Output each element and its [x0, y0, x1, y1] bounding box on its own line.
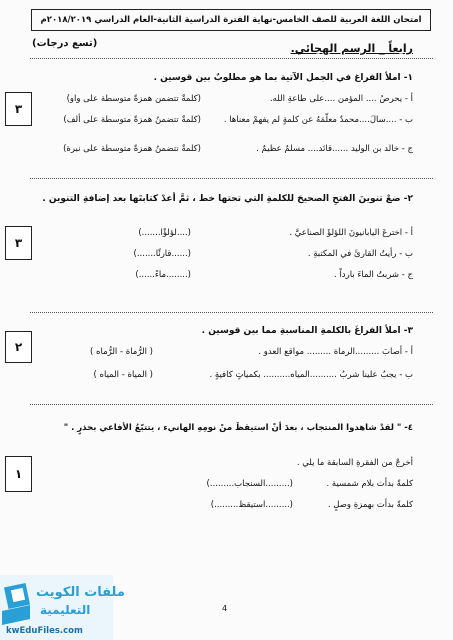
q2-line-c: ج - شربتُ الماءَ بارداً . — [334, 270, 413, 280]
exam-header — [31, 9, 431, 31]
logo-line-1: ملفات الكويت — [36, 585, 125, 600]
q3-line-a-options: ( الرُّماة - الرُّماه ) — [90, 347, 153, 357]
q2-line-b: ب - رأيتُ القارئَ في المكتبةِ . — [307, 249, 413, 259]
page-number: 4 — [222, 604, 228, 613]
grade-note: (تسع درجات) — [32, 38, 98, 49]
q1-heading: ١- املأ الفراغ في الجمل الآتية بما هو مطلوبٌ بين قوسين . — [153, 73, 413, 83]
q1-line-a-hint: (كلمةٌ تتضمن همزةً متوسطة على واو) — [66, 94, 201, 104]
q2-line-b-answer: (......قارئًا.......) — [133, 249, 191, 259]
section-title: رابعاً _ الرسم الهجائي. — [290, 42, 413, 55]
q4-line-a-answer: (.........السنجاب.........) — [206, 479, 293, 489]
q2-line-a-answer: (....لؤلؤًا.......) — [138, 228, 191, 238]
q3-line-b-options: ( المياة - المياه ) — [93, 370, 153, 380]
q4-line-b-answer: (.........استيقظ.........) — [210, 500, 293, 510]
exam-title: امتحان اللغة العربية للصف الخامس-نهاية الفترة الدراسية الثانية-العام الدراسي ٢٠١٨/٢٠١٩م — [40, 15, 422, 25]
divider — [30, 58, 433, 59]
q2-score-box: ٣ — [5, 226, 32, 260]
q3-line-a: أ - أصابَ .........الرماة ......... مواقع العدو . — [258, 347, 413, 357]
q2-heading: ٢- ضعْ تنوينَ الفتحِ الصحيحَ للكلمةِ التي تحتها خط ، ثمَّ أعدْ كتابتَها بعد إضافةِ التنوين . — [42, 194, 413, 204]
divider — [30, 404, 433, 405]
q1-line-c-hint: (كلمةٌ تتضمنُ همزةً متوسطة على نبرة) — [63, 144, 201, 154]
q1-score-box: ٣ — [5, 92, 32, 126]
q3-line-b: ب - يجبُ علينا شربُ ..........المياه.......... بكمياتٍ كافيةٍ . — [209, 370, 413, 380]
divider — [30, 178, 433, 179]
divider — [30, 312, 433, 313]
logo-url: kwEduFiles.com — [6, 626, 83, 636]
q1-line-b-hint: (كلمةٌ تتضمنُ همزةً متوسطة على ألف) — [63, 115, 201, 125]
q4-line-b: كلمةً بدأت بهمزةِ وصلٍ . — [327, 500, 413, 510]
q3-heading: ٣- املأ الفراغَ بالكلمةِ المناسبةِ مما بين قوسين . — [201, 326, 413, 336]
q3-score-box: ٢ — [5, 331, 32, 363]
q1-line-b: ب - ....سالَ....محمدٌ معلّمَهُ عن كلمةٍ لم يفهمْ معناها . — [223, 115, 413, 125]
q4-line-a: كلمةً بدأت بلام شمسية . — [326, 479, 413, 489]
q4-instruction: أخرجْ من الفقرةِ السابقة ما يلي . — [296, 458, 413, 468]
logo-line-2: التعليمية — [40, 603, 91, 617]
q4-score-box: ١ — [5, 456, 32, 492]
q1-line-a: أ - يحرصُ .... المؤمن ....على طاعةِ الله. — [269, 94, 413, 104]
q2-line-c-answer: (........ماءً......) — [135, 270, 191, 280]
q2-line-a: أ - اخترعَ اليابانيونَ اللؤلؤَ الصناعيَّ . — [289, 228, 413, 238]
q1-line-c: ج - خالد بن الوليد ......قائد.... مسلمٌ عظيمٌ . — [256, 144, 413, 154]
q4-paragraph: ٤- " لقدْ شاهدوا المنتجاب ، بعدَ أنْ استيقظَ منْ نومِهِ الهانيء ، يتتبّعُ الأفاعي بحذرٍ . " — [63, 423, 413, 433]
